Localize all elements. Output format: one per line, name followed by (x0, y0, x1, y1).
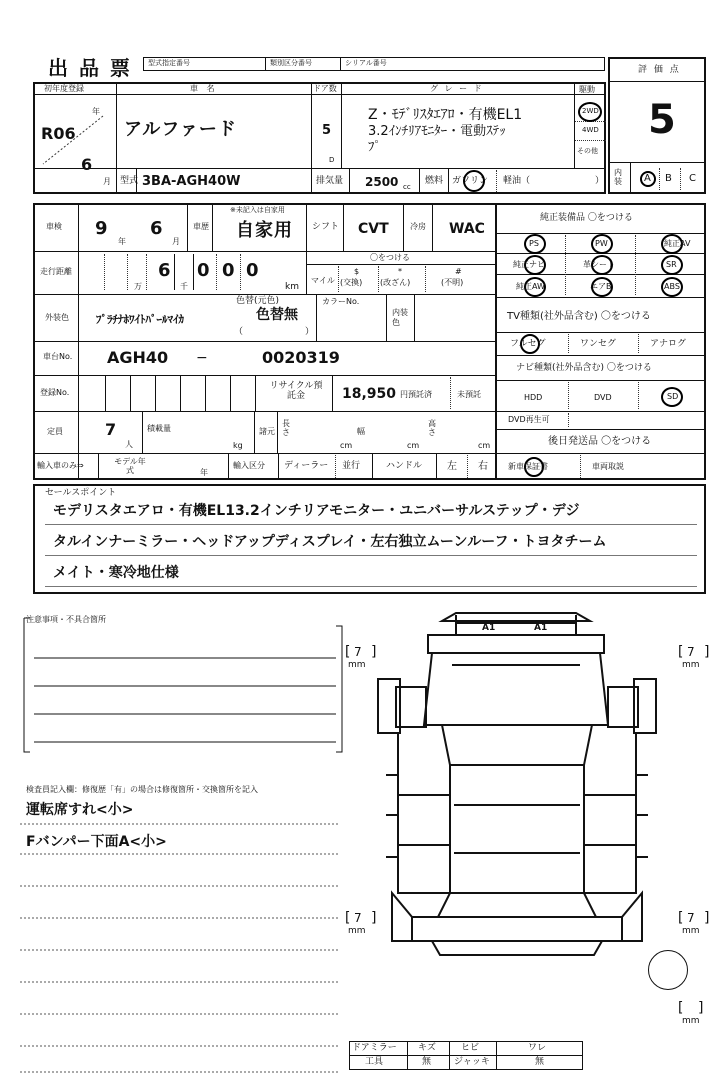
mile-opt-2-sym: $ (354, 267, 360, 276)
score-value: 5 (648, 97, 676, 143)
parts-header-scratch: キズ (418, 1043, 436, 1053)
drive-4wd: 4WD (582, 126, 599, 134)
parts-header-mirror: ドアミラー (352, 1043, 397, 1053)
capacity-unit: 人 (125, 440, 133, 449)
mile-opt-3-sym: * (398, 267, 402, 276)
interior-color-label: 内装色 (392, 308, 408, 327)
mileage-digit-2: 0 (222, 260, 235, 281)
mileage-km: km (285, 282, 299, 292)
color-paren-open: （ (234, 327, 244, 337)
shaken-label: 車検 (46, 222, 62, 231)
drive-other: その他 (577, 147, 598, 155)
interior-c: C (689, 173, 696, 184)
color-no-label: カラーNo. (322, 297, 360, 306)
history-label: 車歴 (193, 222, 209, 231)
mile-opt-3: (改ざん) (380, 278, 411, 287)
first-reg-year: R06 (41, 124, 76, 143)
tread-rl: 7 (354, 911, 362, 925)
import-label: 輸入車のみ⇒ (37, 461, 84, 470)
history-value: 自家用 (236, 220, 293, 241)
mile-opt-1: マイル (311, 276, 335, 285)
reg-label: 登録No. (40, 388, 70, 397)
mile-opt-2: (交換) (340, 278, 363, 287)
sales-line-1: モデリスタエアロ・有機EL13.2インチリアモニター・ユニバーサルステップ・デジ (53, 503, 580, 519)
equip-leather: 革シート (583, 260, 615, 269)
shift-label: シフト (312, 222, 340, 232)
note-line-1: 運転席すれ<小> (26, 802, 134, 818)
height-cm: cm (478, 441, 491, 450)
tread-rr: 7 (687, 911, 695, 925)
shaken-year: 9 (95, 218, 108, 239)
recycle-label: リサイクル預託金 (269, 381, 323, 401)
color-change-label: 色替(元色) (236, 296, 280, 306)
tread-fl-mm: mm (348, 660, 366, 670)
drive-2wd: 2WD (582, 107, 599, 115)
doors-value: 5 (322, 123, 332, 138)
equip-aw: 純正AW (516, 282, 545, 291)
serial-no-label: シリアル番号 (345, 59, 387, 67)
fuel-close-paren: ） (595, 176, 605, 186)
dvd-play-label: DVD再生可 (508, 415, 550, 424)
equip-airbag: エアB (590, 282, 612, 291)
inspector-label: 検査員記入欄：修復歴「有」の場合は修復箇所・交換箇所を記入 (26, 785, 258, 794)
width-label: 幅 (357, 427, 365, 436)
chassis-prefix: AGH40 (107, 348, 169, 367)
handle-left: 左 (447, 461, 457, 472)
spare-mm: mm (682, 1016, 700, 1026)
later-warranty: 新車保証書 (508, 462, 548, 471)
ac-label: 冷房 (410, 222, 426, 231)
tv-fullseg: フルセグ (510, 339, 546, 349)
tread-fr-mm: mm (682, 660, 700, 670)
mile-opt-4-sym: # (455, 267, 462, 276)
mile-opt-4: (不明) (441, 278, 464, 287)
width-cm: cm (407, 441, 420, 450)
car-diagram (372, 605, 672, 980)
inspector-lines (18, 820, 343, 1075)
length-label: 長さ (282, 419, 290, 437)
tread-rl-mm: mm (348, 926, 366, 936)
parts-tools-value: 無 (422, 1057, 432, 1067)
page-title: 出 品 票 (48, 56, 132, 80)
note-line-2: Fバンパー下面A<小> (26, 834, 167, 850)
shift-value: CVT (358, 221, 389, 237)
car-name-label: 車 名 (190, 84, 218, 93)
mileage-digit-3: 0 (246, 260, 259, 281)
ac-value: WAC (449, 221, 485, 237)
chassis-label: 車台No. (43, 352, 73, 361)
import-cat-label: 輸入区分 (233, 461, 265, 470)
equip-pw: PW (595, 239, 608, 248)
genuine-title: 純正装備品 〇をつける (540, 213, 633, 223)
tv-title: TV種類(社外品含む) 〇をつける (507, 311, 651, 322)
height-label: 高さ (428, 419, 436, 437)
equip-av: 純正AV (664, 239, 691, 248)
shaken-month-unit: 月 (172, 237, 180, 246)
model-year-label: モデル年式 (114, 457, 146, 475)
recycle-unit: 円預託済 (400, 390, 432, 399)
shaken-month: 6 (150, 218, 163, 239)
equip-sr: SR (666, 260, 677, 269)
sales-line-2: タルインナーミラー・ヘッドアップディスプレイ・左右独立ムーンルーフ・トヨタチーム (53, 534, 607, 550)
mile-circle-label: 〇をつける (370, 253, 410, 262)
sales-label: セールスポイント (45, 488, 117, 498)
fuel-label: 燃料 (425, 176, 444, 186)
navi-hdd: HDD (524, 393, 543, 402)
color-value: ﾌﾟﾗﾁﾅﾎﾜｲﾄﾊﾟｰﾙﾏｲｶ (96, 313, 184, 326)
doors-label: ドア数 (313, 84, 337, 93)
later-manual: 車両取説 (592, 462, 624, 471)
load-unit: kg (233, 441, 243, 450)
parts-jack-value: 無 (535, 1057, 545, 1067)
fuel-gasoline: ガソリン (452, 176, 489, 186)
mileage-label: 走行距離 (40, 267, 72, 276)
mileage-sen-unit: 千 (180, 282, 188, 291)
sales-line-3: メイト・寒冷地仕様 (53, 565, 179, 581)
tv-oneseg: ワンセグ (580, 339, 617, 349)
recycle-value: 18,950 (342, 386, 397, 402)
model-label: 型式 (120, 176, 139, 186)
load-label: 積載量 (147, 424, 171, 433)
displacement-label: 排気量 (316, 176, 344, 186)
later-title: 後日発送品 〇をつける (548, 436, 652, 447)
month-unit: 月 (103, 177, 111, 186)
notes-label: 注意事項・不具合箇所 (26, 615, 106, 624)
import-parallel: 並行 (342, 461, 361, 471)
damage-mark-1: A1 (482, 623, 496, 633)
grade-line-2: 3.2ｲﾝﾁﾘｱﾓﾆﾀｰ・電動ｽﾃｯ (368, 124, 506, 139)
spare-tire-icon (648, 950, 688, 990)
parts-jack-label: ジャッキ (454, 1057, 490, 1067)
recycle-not: 未預託 (457, 390, 481, 399)
model-year-unit: 年 (200, 468, 208, 477)
doors-unit: D (329, 156, 335, 164)
year-unit: 年 (92, 107, 100, 116)
navi-title: ナビ種類(社外品含む) 〇をつける (516, 363, 652, 373)
length-cm: cm (340, 441, 353, 450)
interior-b: B (665, 173, 672, 184)
displacement-value: 2500 (365, 175, 399, 189)
shaken-year-unit: 年 (118, 237, 126, 246)
fuel-diesel: 軽油（ (503, 176, 531, 186)
drive-label: 駆動 (579, 85, 595, 94)
handle-right: 右 (478, 461, 488, 472)
equip-abs: ABS (664, 282, 680, 291)
damage-mark-2: A1 (534, 623, 548, 633)
chassis-dash: − (196, 350, 208, 366)
color-paren-close: ） (305, 327, 315, 337)
handle-label: ハンドル (386, 461, 423, 471)
grade-line-1: Z・ﾓﾃﾞﾘｽﾀｴｱﾛ・有機EL1 (368, 107, 523, 123)
equip-ps: PS (529, 239, 539, 248)
equip-navi: 純正ナビ (513, 260, 545, 269)
capacity-value: 7 (105, 420, 117, 439)
displacement-unit: cc (403, 183, 411, 191)
mileage-man: 6 (158, 260, 171, 281)
category-no-label: 類別区分番号 (270, 59, 312, 67)
mileage-man-unit: 万 (134, 282, 142, 291)
grade-label: グ レ ー ド (430, 84, 484, 93)
import-dealer: ディーラー (284, 461, 329, 471)
tv-analog: アナログ (650, 339, 687, 349)
model-value: 3BA-AGH40W (142, 174, 241, 189)
fuel-gas-circle (463, 170, 485, 192)
parts-tools-label: 工具 (365, 1057, 384, 1067)
navi-dvd: DVD (594, 393, 612, 402)
first-reg-label: 初年度登録 (44, 84, 84, 93)
tread-fl: 7 (354, 645, 362, 659)
parts-header-break: ワレ (528, 1043, 547, 1053)
color-change: 色替無 (256, 307, 298, 323)
score-label: 評 価 点 (638, 65, 681, 75)
chassis-no: 0020319 (262, 348, 340, 367)
color-label: 外装色 (45, 313, 69, 322)
history-note: ※未記入は自家用 (230, 206, 285, 214)
model-spec-no-label: 型式指定番号 (148, 59, 190, 67)
car-name: アルファード (124, 119, 237, 140)
tread-rr-mm: mm (682, 926, 700, 936)
navi-sd: SD (667, 392, 679, 401)
parts-header-crack: ヒビ (461, 1043, 480, 1053)
interior-label: 内装 (614, 168, 622, 186)
tread-fr: 7 (687, 645, 695, 659)
dims-label: 諸元 (259, 427, 275, 436)
capacity-label: 定員 (47, 427, 63, 436)
interior-a: A (644, 173, 651, 184)
first-reg-month: 6 (81, 155, 93, 174)
grade-line-3: ﾌﾟ (368, 140, 381, 155)
notes-bracket (20, 614, 345, 756)
mileage-digit-1: 0 (197, 260, 210, 281)
